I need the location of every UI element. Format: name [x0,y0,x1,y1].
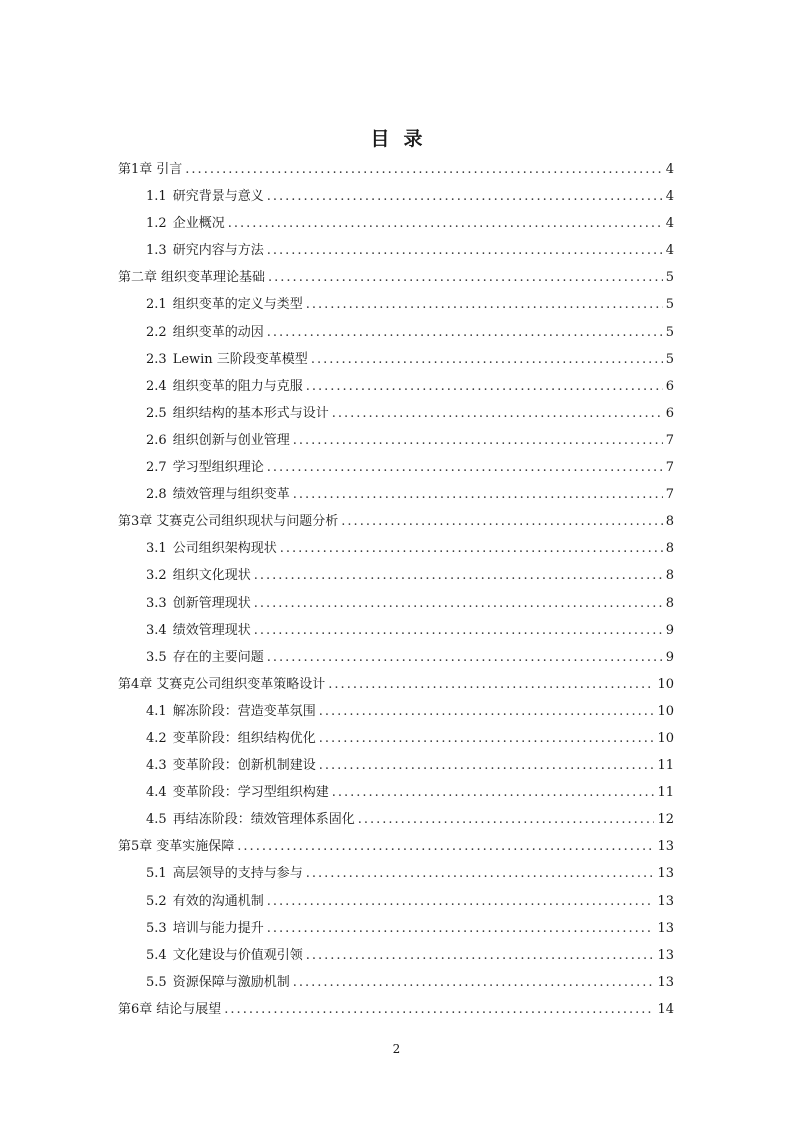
dot-leader [267,243,663,258]
dot-leader [311,352,663,367]
toc-entry-number: 第5章 [118,839,153,855]
toc-section-entry[interactable] [118,456,674,483]
dot-leader [306,379,663,394]
toc-entry-title: 组织结构的基本形式与设计 [172,405,329,421]
toc-entry-page: 6 [665,405,674,421]
toc-section-entry[interactable] [118,564,674,591]
toc-section-entry[interactable] [118,483,674,510]
toc-entry-page: 13 [657,947,674,963]
toc-entry-page: 4 [665,243,674,259]
dot-leader [319,704,655,719]
toc-entry-title: 组织变革理论基础 [161,270,266,286]
toc-entry-title: 变革阶段：学习型组织构建 [172,785,329,801]
toc-entry-page: 4 [665,162,674,177]
toc-entry-title: 变革阶段：创新机制建设 [172,758,316,774]
toc-section-entry[interactable] [118,890,674,917]
toc-entry-title: 创新管理现状 [172,595,251,611]
dot-leader [267,894,655,909]
dot-leader [237,839,654,854]
toc-entry-page: 8 [665,541,674,557]
toc-entry-page: 5 [665,297,674,313]
dot-leader [341,514,662,529]
table-of-contents [118,158,674,1025]
page-number: 2 [392,1042,401,1056]
toc-entry-number: 2.1 [146,297,167,313]
toc-entry-number: 2.5 [146,405,167,421]
toc-entry-page: 13 [657,974,674,990]
toc-entry-title: 绩效管理现状 [172,622,251,638]
dot-leader [306,866,655,881]
dot-leader [254,596,663,611]
toc-section-entry[interactable] [118,646,674,673]
toc-entry-page: 11 [657,785,674,801]
dot-leader [332,406,663,421]
toc-entry-title: 存在的主要问题 [172,649,264,665]
toc-entry-page: 4 [665,189,674,205]
toc-entry-title: 再结冻阶段：绩效管理体系固化 [172,812,355,828]
toc-section-entry[interactable] [118,239,674,266]
toc-entry-number: 5.2 [146,893,167,909]
toc-entry-number: 2.7 [146,460,167,476]
toc-entry-number: 第6章 [118,1001,153,1017]
toc-section-entry[interactable] [118,402,674,429]
toc-section-entry[interactable] [118,971,674,998]
toc-chapter-entry[interactable] [118,998,674,1025]
toc-entry-title: 结论与展望 [156,1001,222,1017]
toc-section-entry[interactable] [118,754,674,781]
toc-entry-title: 研究内容与方法 [172,243,264,259]
toc-entry-page: 8 [665,595,674,611]
dot-leader [228,216,663,231]
toc-entry-number: 5.5 [146,974,167,990]
toc-section-entry[interactable] [118,727,674,754]
toc-section-entry[interactable] [118,348,674,375]
toc-entry-number: 3.5 [146,649,167,665]
toc-entry-page: 13 [657,839,674,855]
toc-entry-title: 变革阶段：组织结构优化 [172,730,316,746]
dot-leader [267,650,663,665]
toc-entry-page: 7 [665,487,674,503]
toc-entry-page: 10 [657,676,674,692]
toc-entry-number: 3.1 [146,541,167,557]
dot-leader [267,921,655,936]
toc-section-entry[interactable] [118,429,674,456]
toc-entry-number: 5.3 [146,920,167,936]
toc-entry-page: 5 [665,324,674,340]
toc-entry-title: 组织创新与创业管理 [172,432,290,448]
toc-section-entry[interactable] [118,537,674,564]
toc-entry-number: 1.1 [146,189,167,205]
toc-entry-number: 4.5 [146,812,167,828]
dot-leader [267,325,663,340]
dot-leader [267,189,663,204]
toc-entry-page: 7 [665,460,674,476]
toc-entry-title: Lewin 三阶段变革模型 [172,351,308,367]
toc-entry-title: 解冻阶段：营造变革氛围 [172,703,316,719]
toc-entry-page: 13 [657,920,674,936]
toc-entry-number: 3.3 [146,595,167,611]
toc-entry-number: 5.1 [146,866,167,882]
toc-entry-page: 7 [665,432,674,448]
toc-section-entry[interactable] [118,862,674,889]
toc-entry-title: 学习型组织理论 [172,460,264,476]
dot-leader [293,433,663,448]
dot-leader [224,1002,654,1017]
toc-entry-number: 2.8 [146,487,167,503]
toc-chapter-entry[interactable] [118,266,674,293]
toc-entry-page: 14 [657,1001,674,1017]
toc-entry-page: 4 [665,216,674,232]
toc-section-entry[interactable] [118,808,674,835]
toc-entry-number: 4.3 [146,758,167,774]
toc-chapter-entry[interactable] [118,510,674,537]
toc-entry-number: 3.4 [146,622,167,638]
toc-entry-page: 8 [665,568,674,584]
dot-leader [293,975,655,990]
toc-entry-number: 2.2 [146,324,167,340]
toc-entry-title: 艾赛克公司组织变革策略设计 [156,676,326,692]
toc-entry-number: 4.2 [146,730,167,746]
dot-leader [280,541,663,556]
toc-entry-title: 艾赛克公司组织现状与问题分析 [156,514,339,530]
toc-chapter-entry[interactable] [118,158,674,185]
toc-entry-title: 组织变革的定义与类型 [172,297,303,313]
toc-entry-title: 有效的沟通机制 [172,893,264,909]
toc-entry-number: 第1章 [118,162,153,177]
toc-section-entry[interactable] [118,212,674,239]
toc-entry-title: 变革实施保障 [156,839,235,855]
toc-entry-page: 6 [665,378,674,394]
dot-leader [267,460,663,475]
toc-entry-title: 组织文化现状 [172,568,251,584]
toc-entry-page: 8 [665,514,674,530]
toc-section-entry[interactable] [118,619,674,646]
toc-section-entry[interactable] [118,185,674,212]
toc-entry-number: 5.4 [146,947,167,963]
toc-entry-page: 10 [657,730,674,746]
toc-entry-number: 4.4 [146,785,167,801]
toc-entry-page: 12 [657,812,674,828]
dot-leader [254,568,663,583]
toc-section-entry[interactable] [118,944,674,971]
toc-section-entry[interactable] [118,917,674,944]
toc-entry-title: 研究背景与意义 [172,189,264,205]
toc-entry-title: 资源保障与激励机制 [172,974,290,990]
toc-section-entry[interactable] [118,321,674,348]
dot-leader [306,948,655,963]
toc-entry-page: 9 [665,622,674,638]
dot-leader [268,270,663,285]
toc-entry-title: 培训与能力提升 [172,920,264,936]
toc-entry-number: 2.3 [146,351,167,367]
dot-leader [358,812,655,827]
dot-leader [293,487,663,502]
dot-leader [306,297,663,312]
toc-entry-number: 4.1 [146,703,167,719]
toc-entry-number: 3.2 [146,568,167,584]
toc-section-entry[interactable] [118,293,674,320]
toc-entry-page: 13 [657,866,674,882]
toc-section-entry[interactable] [118,375,674,402]
toc-entry-page: 5 [665,270,674,286]
toc-entry-number: 2.6 [146,432,167,448]
toc-chapter-entry[interactable] [118,673,674,700]
dot-leader [319,731,655,746]
toc-entry-title: 公司组织架构现状 [172,541,277,557]
toc-entry-title: 文化建设与价值观引领 [172,947,303,963]
toc-entry-number: 1.2 [146,216,167,232]
toc-entry-title: 绩效管理与组织变革 [172,487,290,503]
dot-leader [185,162,662,177]
toc-entry-number: 第二章 [118,270,158,286]
page-title: 目录 [370,128,437,150]
toc-entry-title: 组织变革的动因 [172,324,264,340]
dot-leader [332,785,655,800]
toc-chapter-entry[interactable] [118,835,674,862]
dot-leader [319,758,655,773]
toc-entry-number: 第3章 [118,514,153,530]
dot-leader [254,623,663,638]
toc-entry-number: 1.3 [146,243,167,259]
toc-entry-title: 高层领导的支持与参与 [172,866,303,882]
toc-entry-page: 5 [665,351,674,367]
toc-entry-page: 9 [665,649,674,665]
toc-entry-number: 第4章 [118,676,153,692]
toc-entry-page: 11 [657,758,674,774]
toc-entry-title: 引言 [156,162,183,177]
toc-section-entry[interactable] [118,592,674,619]
toc-entry-page: 10 [657,703,674,719]
toc-section-entry[interactable] [118,781,674,808]
toc-entry-number: 2.4 [146,378,167,394]
toc-entry-title: 组织变革的阻力与克服 [172,378,303,394]
toc-entry-title: 企业概况 [172,216,225,232]
dot-leader [328,677,654,692]
toc-section-entry[interactable] [118,700,674,727]
toc-entry-page: 13 [657,893,674,909]
